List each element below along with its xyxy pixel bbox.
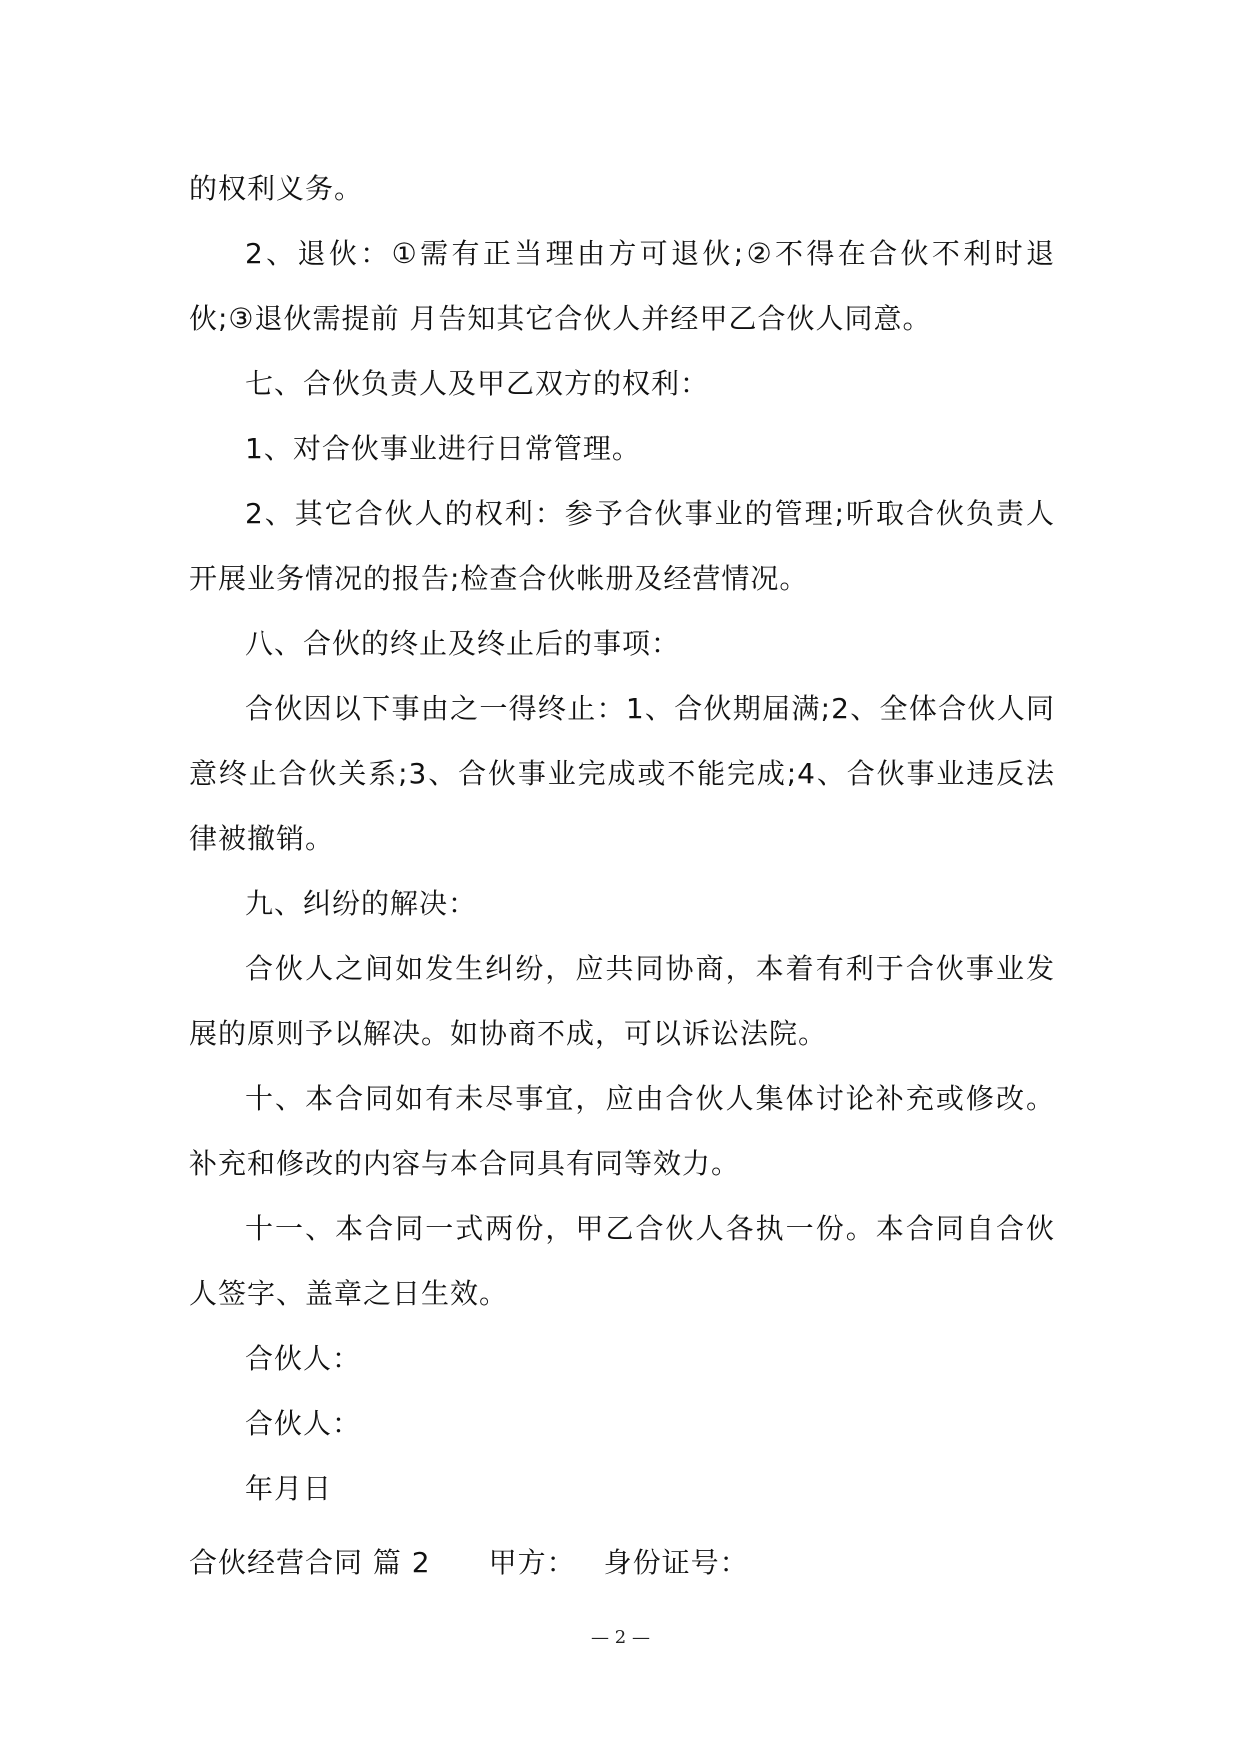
contract-body [189,156,1055,1521]
paragraph-dispute: 合伙人之间如发生纠纷，应共同协商，本着有利于合伙事业发展的原则予以解决。如协商不成，可以诉讼法院。 [189,952,1055,1050]
next-contract-header [189,1543,749,1583]
signature-partner-1: 合伙人： [245,1342,362,1375]
paragraph-partner-rights: 2、其它合伙人的权利：参予合伙事业的管理;听取合伙负责人开展业务情况的报告;检查合伙帐册及经营情况。 [189,497,1055,595]
section-heading-9: 九、纠纷的解决： [245,887,478,920]
signature-partner-2: 合伙人： [245,1407,362,1440]
section-heading-7: 七、合伙负责人及甲乙双方的权利： [245,367,710,400]
party-a-label: 甲方： [488,1546,576,1579]
paragraph-daily-management: 1、对合伙事业进行日常管理。 [245,432,641,465]
id-number-label: 身份证号： [603,1546,749,1579]
signature-date: 年月日 [245,1472,333,1505]
paragraph-withdrawal: 2、退伙：①需有正当理由方可退伙;②不得在合伙不利时退伙;③退伙需提前 月告知其它合伙人并经甲乙合伙人同意。 [189,237,1055,335]
section-heading-8: 八、合伙的终止及终止后的事项： [245,627,681,660]
page-number: — 2 — [591,1627,650,1648]
paragraph-termination: 合伙因以下事由之一得终止：1、合伙期届满;2、全体合伙人同意终止合伙关系;3、合伙事业完成或不能完成;4、合伙事业违反法律被撤销。 [189,692,1055,855]
section-heading-11: 十一、本合同一式两份，甲乙合伙人各执一份。本合同自合伙人签字、盖章之日生效。 [189,1212,1055,1310]
next-contract-title: 合伙经营合同 篇 2 [189,1546,431,1579]
paragraph-rights-obligations-end: 的权利义务。 [189,172,364,205]
section-heading-10: 十、本合同如有未尽事宜，应由合伙人集体讨论补充或修改。补充和修改的内容与本合同具有同等效力。 [189,1082,1055,1180]
